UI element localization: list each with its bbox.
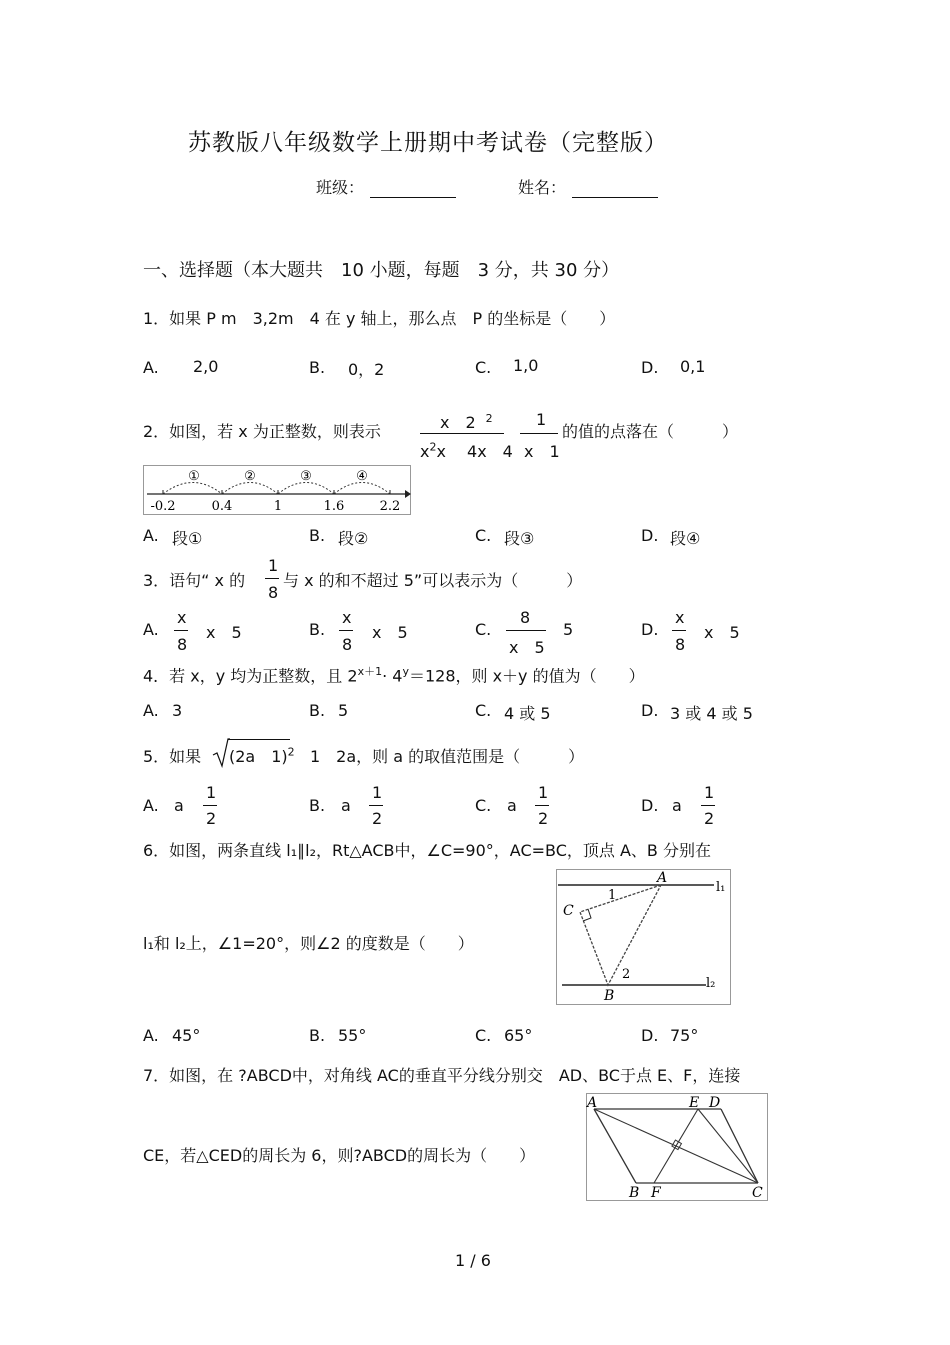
radical-sign: [212, 738, 230, 768]
q2-opt-a: 段①: [172, 529, 203, 548]
q1-opt-c-label: C.: [475, 358, 492, 377]
q3-opt-c-bar: [506, 630, 546, 631]
q5-suffix: 1 2a，则 a 的取值范围是（ ）: [310, 747, 585, 766]
segment-4-label: ④: [356, 469, 368, 484]
segment-3-label: ③: [300, 469, 312, 484]
q2-frac1-den: $x^2x$ 4x 4: [420, 440, 513, 461]
q6-opt-c: 65°: [504, 1026, 533, 1045]
q5-opt-a-num: 1: [206, 783, 217, 802]
q2-frac2-den: x 1: [524, 442, 560, 461]
q6-opt-d: 75°: [670, 1026, 699, 1045]
q1-opt-d: 0,1: [680, 357, 706, 376]
q7-figure: [586, 1093, 769, 1202]
q2-opt-d: 段④: [670, 529, 701, 548]
q5-opt-a-var: a: [174, 796, 184, 815]
tick-label: 1.6: [323, 499, 345, 514]
q5-opt-a-bar: [203, 805, 217, 806]
q3-opt-a-bar: [174, 630, 188, 631]
angle-2-label: 2: [622, 967, 631, 982]
q4-opt-b-label: B.: [309, 701, 326, 720]
q4-opt-a-label: A.: [143, 701, 159, 720]
q5-opt-d-bar: [701, 805, 715, 806]
q1-opt-c: 1,0: [513, 356, 539, 375]
q6-opt-a: 45°: [172, 1026, 201, 1045]
section-heading: 一、选择题（本大题共 10 小题，每题 3 分，共 30 分）: [143, 260, 620, 281]
q4-opt-a: 3: [172, 701, 183, 720]
q1-opt-b: 0，2: [348, 360, 385, 379]
q3-frac-bar: [265, 578, 279, 579]
q3-opt-c-label: C.: [475, 620, 492, 639]
q5-opt-c-bar: [535, 805, 549, 806]
q6-stem-1: 6．如图，两条直线 l₁∥l₂，Rt△ACB中，∠C=90°，AC=BC，顶点 A、B 分别在: [143, 841, 711, 860]
label-c: C: [752, 1185, 763, 1201]
q5-opt-b-bar: [369, 805, 383, 806]
class-blank: [370, 179, 456, 198]
q5-opt-d-label: D.: [641, 796, 659, 815]
q2-opt-a-label: A.: [143, 526, 159, 545]
q2-opt-c: 段③: [504, 529, 535, 548]
q3-opt-b-label: B.: [309, 620, 326, 639]
class-label: 班级：: [316, 178, 365, 197]
q4-opt-c-label: C.: [475, 701, 492, 720]
q3-prefix: 3．语句“ x 的: [143, 571, 246, 590]
q5-opt-c-num: 1: [538, 783, 549, 802]
q6-figure: [556, 869, 732, 1006]
name-label: 姓名：: [518, 178, 567, 197]
q6-opt-b: 55°: [338, 1026, 367, 1045]
q4-stem: 4．若 x，y 均为正整数，且 $2^{x+1}\cdot 4^y=128$，则 x＋y 的值为（ ）: [143, 665, 645, 686]
q1-opt-a-label: A.: [143, 358, 159, 377]
q5-opt-c-var: a: [507, 796, 517, 815]
q5-opt-b-label: B.: [309, 796, 326, 815]
q3-opt-b-bar: [339, 630, 353, 631]
label-b: B: [629, 1185, 640, 1201]
q6-opt-d-label: D.: [641, 1026, 659, 1045]
q1-opt-d-label: D.: [641, 358, 659, 377]
tick-label: -0.2: [150, 499, 176, 514]
q3-opt-b-rest: x 5: [372, 623, 408, 642]
q5-opt-a-den: 2: [206, 809, 217, 828]
q3-opt-a-rest: x 5: [206, 623, 242, 642]
page-title: 苏教版八年级数学上册期中考试卷（完整版）: [188, 130, 668, 156]
q5-opt-d-num: 1: [704, 783, 715, 802]
q2-frac2-num: 1: [536, 410, 547, 429]
label-a: A: [587, 1095, 598, 1111]
q3-opt-d-den: 8: [675, 635, 686, 654]
q3-frac-num: 1: [268, 556, 279, 575]
q3-opt-a-label: A.: [143, 620, 159, 639]
label-c: C: [563, 903, 574, 919]
q2-opt-b: 段②: [338, 529, 369, 548]
q3-opt-d-rest: x 5: [704, 623, 740, 642]
q5-opt-b-var: a: [341, 796, 351, 815]
page-number: 1 / 6: [455, 1251, 491, 1270]
q2-frac1-num: x 2 $^2$: [440, 411, 493, 432]
q2-opt-d-label: D.: [641, 526, 659, 545]
name-field: [518, 175, 658, 198]
q3-opt-d-num: x: [675, 608, 685, 627]
q5-prefix: 5．如果: [143, 747, 202, 766]
q3-suffix: 与 x 的和不超过 5”可以表示为（ ）: [283, 571, 583, 590]
class-field: [316, 175, 456, 198]
q5-opt-a-label: A.: [143, 796, 159, 815]
number-line-figure: [143, 465, 411, 515]
q3-opt-d-label: D.: [641, 620, 659, 639]
q3-frac-den: 8: [268, 583, 279, 602]
tick-label: 0.4: [211, 499, 233, 514]
q1-opt-b-label: B.: [309, 358, 326, 377]
q5-opt-b-den: 2: [372, 809, 383, 828]
q5-opt-c-label: C.: [475, 796, 492, 815]
label-l1: l₁: [716, 880, 726, 895]
name-blank: [572, 179, 658, 198]
segment-1-label: ①: [188, 469, 200, 484]
q3-opt-b-num: x: [342, 608, 352, 627]
label-a: A: [657, 870, 668, 886]
angle-1-label: 1: [608, 888, 617, 903]
q2-frac1-bar: [420, 433, 504, 434]
label-f: F: [651, 1185, 661, 1201]
label-e: E: [689, 1095, 700, 1111]
q3-opt-a-num: x: [177, 608, 187, 627]
radical-bar: [228, 739, 290, 740]
q2-opt-c-label: C.: [475, 526, 492, 545]
label-l2: l₂: [706, 976, 716, 991]
segment-2-label: ②: [244, 469, 256, 484]
q5-opt-b-num: 1: [372, 783, 383, 802]
q3-opt-b-den: 8: [342, 635, 353, 654]
q4-opt-c: 4 或 5: [504, 704, 551, 723]
q3-opt-c-num: 8: [520, 608, 531, 627]
q2-opt-b-label: B.: [309, 526, 326, 545]
q4-opt-d: 3 或 4 或 5: [670, 704, 753, 723]
q3-opt-d-bar: [672, 630, 686, 631]
q5-opt-c-den: 2: [538, 809, 549, 828]
label-b: B: [604, 988, 615, 1004]
q4-opt-b: 5: [338, 701, 349, 720]
q4-opt-d-label: D.: [641, 701, 659, 720]
q5-opt-d-den: 2: [704, 809, 715, 828]
q1-stem: 1．如果 P m 3,2m 4 在 y 轴上，那么点 P 的坐标是（ ）: [143, 309, 616, 328]
tick-label: 1: [273, 499, 283, 514]
q7-stem-2: CE，若△CED的周长为 6，则?ABCD的周长为（ ）: [143, 1146, 536, 1165]
q6-opt-b-label: B.: [309, 1026, 326, 1045]
q2-prefix: 2．如图，若 x 为正整数，则表示: [143, 422, 381, 441]
q6-opt-c-label: C.: [475, 1026, 492, 1045]
q3-opt-c-den: x 5: [509, 638, 545, 657]
q5-opt-d-var: a: [672, 796, 682, 815]
tick-label: 2.2: [379, 499, 401, 514]
q3-opt-c-rest: 5: [563, 620, 574, 639]
q6-opt-a-label: A.: [143, 1026, 159, 1045]
q1-opt-a: 2,0: [193, 357, 219, 376]
q3-opt-a-den: 8: [177, 635, 188, 654]
q5-radicand: (2a 1)$^2$: [229, 745, 295, 766]
label-d: D: [709, 1095, 721, 1111]
q2-suffix: 的值的点落在（ ）: [562, 422, 739, 441]
q7-stem-1: 7．如图，在 ?ABCD中，对角线 AC的垂直平分线分别交 AD、BC于点 E、F，连接: [143, 1066, 741, 1085]
q6-stem-2: l₁和 l₂上，∠1=20°，则∠2 的度数是（ ）: [143, 934, 474, 953]
q2-frac2-bar: [520, 433, 558, 434]
